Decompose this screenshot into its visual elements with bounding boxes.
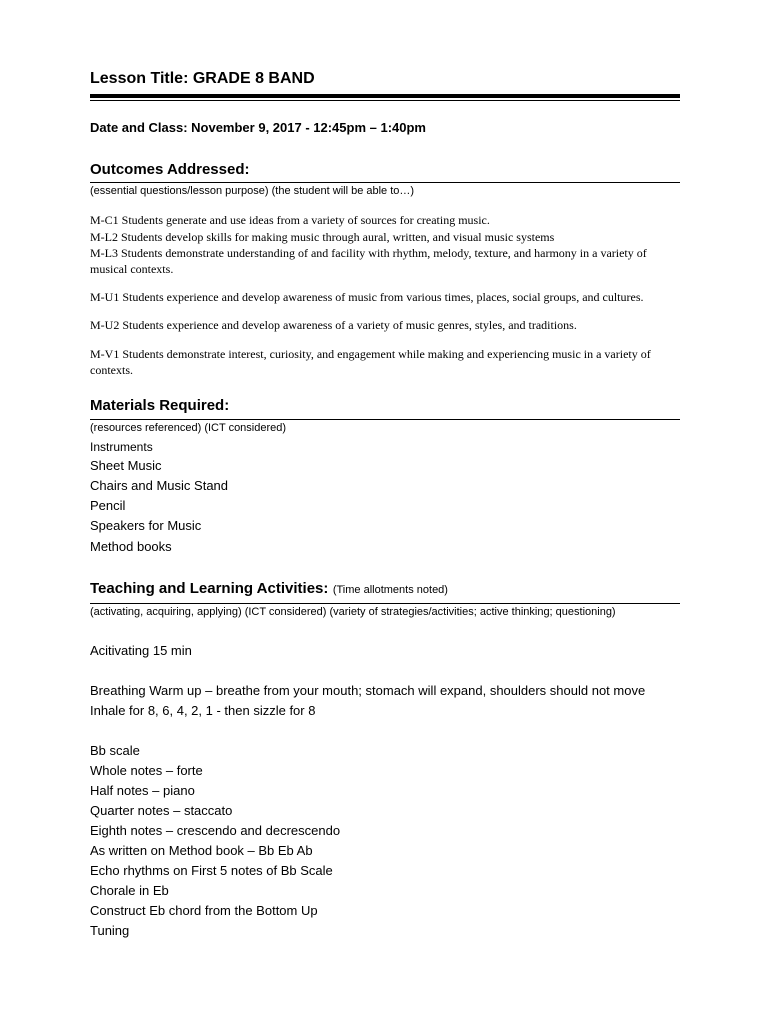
activity-item: Chorale in Eb bbox=[90, 883, 169, 898]
outcome-mv1-cont: contexts. bbox=[90, 363, 133, 377]
materials-note: (resources referenced) (ICT considered) bbox=[90, 422, 287, 434]
activity-item: As written on Method book – Bb Eb Ab bbox=[90, 843, 313, 858]
title-rule-thin bbox=[90, 100, 680, 101]
activity-item: Tuning bbox=[90, 923, 130, 938]
outcome-mu1: M-U1 Students experience and develop awareness of music from various times, places, social groups, and cultures. bbox=[90, 290, 644, 304]
material-item: Method books bbox=[90, 539, 172, 554]
activity-item: Half notes – piano bbox=[90, 783, 195, 798]
activating-label: Acitivating 15 min bbox=[90, 643, 192, 658]
activities-note: (activating, acquiring, applying) (ICT considered) (variety of strategies/activities; active thinking; questioning) bbox=[90, 606, 616, 618]
outcome-ml3-cont: musical contexts. bbox=[90, 262, 174, 276]
materials-heading: Materials Required: bbox=[90, 397, 230, 414]
activities-rule bbox=[90, 603, 680, 604]
outcome-mc1: M-C1 Students generate and use ideas from a variety of sources for creating music. bbox=[90, 213, 490, 227]
activities-heading-row bbox=[90, 580, 448, 598]
material-item: Sheet Music bbox=[90, 458, 162, 473]
activities-heading-note: (Time allotments noted) bbox=[332, 584, 448, 596]
material-item: Chairs and Music Stand bbox=[90, 478, 229, 493]
lesson-title: Lesson Title: GRADE 8 BAND bbox=[90, 70, 315, 87]
activity-item: Eighth notes – crescendo and decrescendo bbox=[90, 823, 341, 838]
title-rule-thick bbox=[90, 94, 680, 98]
activity-item: Construct Eb chord from the Bottom Up bbox=[90, 903, 318, 918]
outcomes-note: (essential questions/lesson purpose) (the student will be able to…) bbox=[90, 185, 415, 197]
date-and-class: Date and Class: November 9, 2017 - 12:45pm – 1:40pm bbox=[90, 120, 426, 135]
material-item: Pencil bbox=[90, 498, 126, 513]
outcomes-heading: Outcomes Addressed: bbox=[90, 161, 250, 178]
breathing-line: Breathing Warm up – breathe from your mouth; stomach will expand, shoulders should not move bbox=[90, 683, 646, 698]
outcomes-rule bbox=[90, 182, 680, 183]
outcome-ml3: M-L3 Students demonstrate understanding of and facility with rhythm, melody, texture, and harmony in a variety of bbox=[90, 246, 647, 260]
activities-heading: Teaching and Learning Activities: bbox=[90, 580, 329, 597]
breathing-line: Inhale for 8, 6, 4, 2, 1 - then sizzle for 8 bbox=[90, 703, 316, 718]
material-item: Speakers for Music bbox=[90, 518, 202, 533]
activity-item: Echo rhythms on First 5 notes of Bb Scale bbox=[90, 863, 333, 878]
activity-item: Quarter notes – staccato bbox=[90, 803, 233, 818]
outcome-ml2: M-L2 Students develop skills for making music through aural, written, and visual music systems bbox=[90, 230, 555, 244]
outcome-mu2: M-U2 Students experience and develop awareness of a variety of music genres, styles, and traditions. bbox=[90, 318, 577, 332]
material-item: Instruments bbox=[90, 440, 153, 454]
activity-item: Bb scale bbox=[90, 743, 140, 758]
outcome-mv1: M-V1 Students demonstrate interest, curiosity, and engagement while making and experiencing music in a variety of bbox=[90, 347, 651, 361]
activity-item: Whole notes – forte bbox=[90, 763, 203, 778]
materials-rule bbox=[90, 419, 680, 420]
